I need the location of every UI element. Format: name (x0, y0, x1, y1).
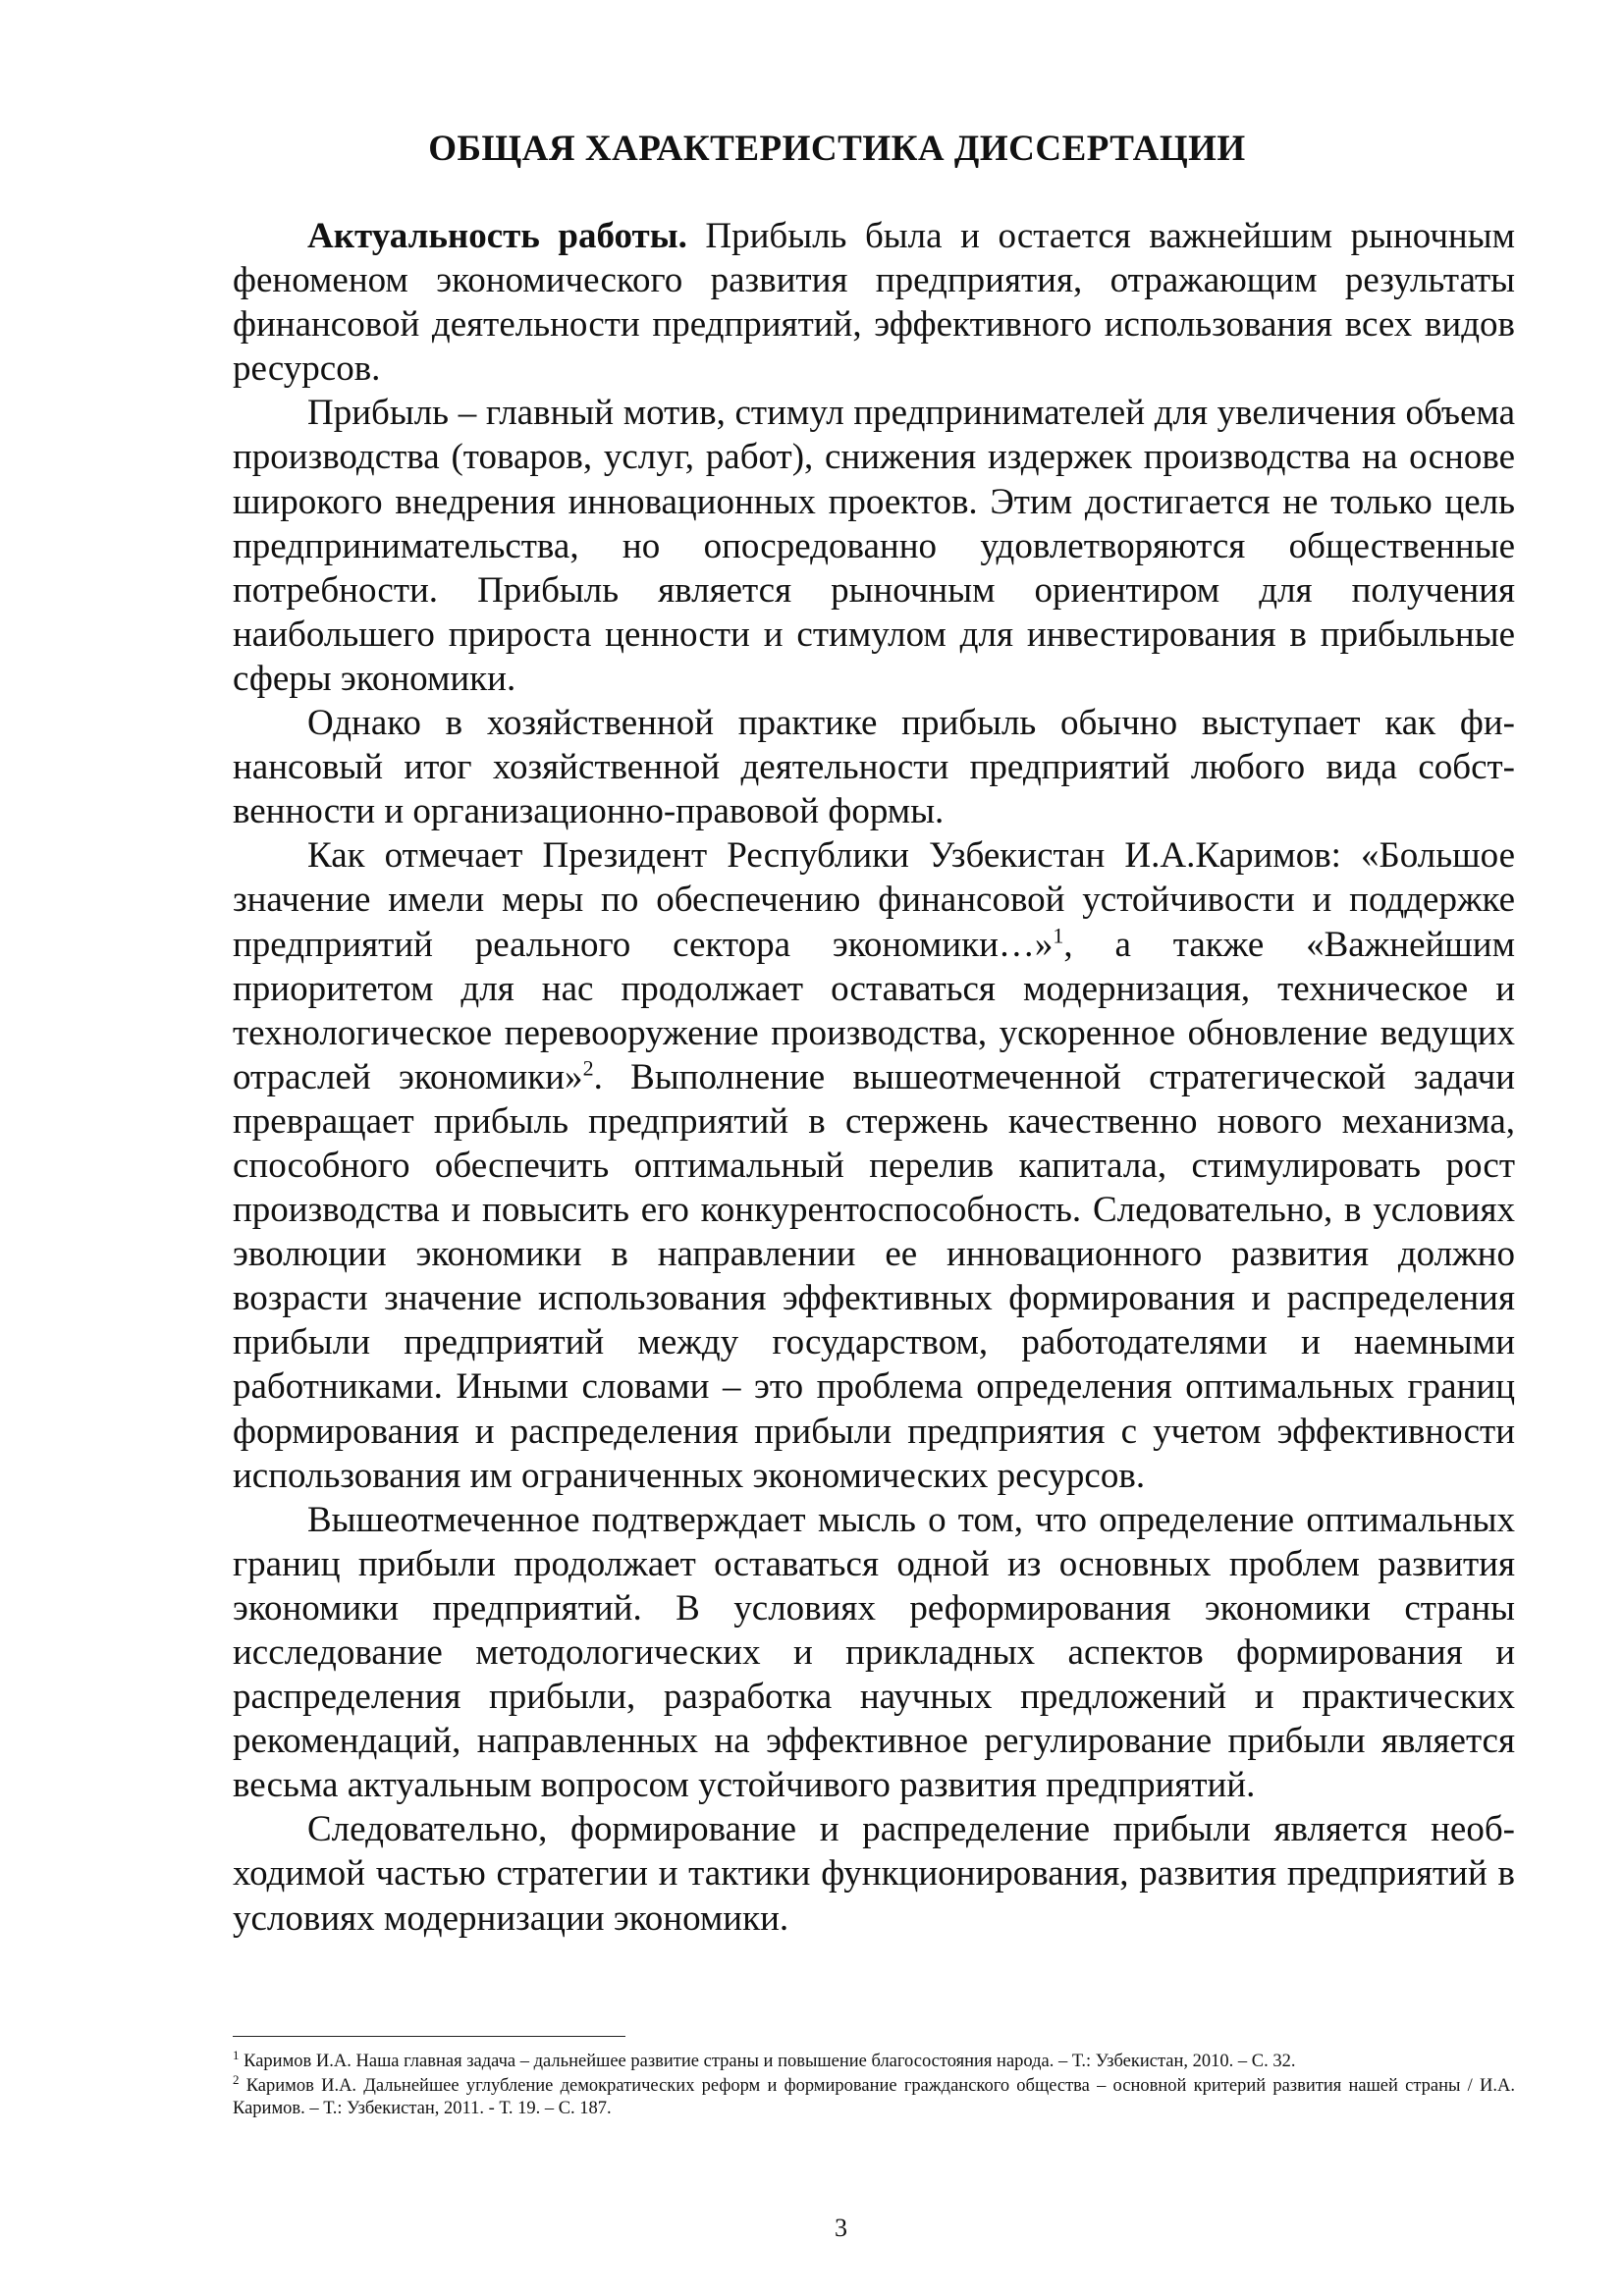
footnote-reference-2[interactable]: 2 (582, 1055, 594, 1081)
paragraph-text: Как отмечает Президент Республики Узбекистан И.А.Каримов: «Большое значение имели меры по обеспечению финансовой устойчивости и поддержке предприятий реального сектора экономики…» (233, 835, 1515, 965)
footnote-1 (233, 2047, 1515, 2073)
page-title: ОБЩАЯ ХАРАКТЕРИСТИКА ДИССЕРТАЦИИ (428, 129, 1246, 169)
page-number: 3 (835, 2214, 847, 2242)
paragraph-profit-motive: Прибыль – главный мотив, стимул предпринимателей для увеличения объема производства (товаров, услуг, работ), снижения издержек производства на основе широкого внедрения инновационных проектов. Этим достигается не только цель предпринимательства, но опосредованно удовлетворяются общественные потребности. Прибыль является рыночным ориентиром для получения наибольшего прироста ценности и стимулом для инвестирования в прибыльные сферы экономики. (233, 393, 1515, 699)
paragraph-relevance (233, 214, 1515, 391)
footnote-mark: 1 (233, 2047, 240, 2062)
paragraph-text: Прибыль была и остается важнейшим рыночным феноменом экономического развития предприятия, отражающим результаты финансовой деятельности предприятий, эффективного использования всех видов ресурсов. (233, 216, 1515, 390)
paragraph-text: . Выполнение вышеотмеченной стратегической задачи превращает прибыль предприятий в стержень качественно нового механизма, способного обеспечить оптимальный перелив капитала, стимулировать рост производства и повысить его конкурентоспособность. Следовательно, в условиях эволюции экономики в направлении ее инновационного развития должно возрасти значение использования эффективных формирования и распределения прибыли предприятий между государством, работодателями и наемными работниками. Иными словами – это проблема определения оптимальных границ формирования и распределения прибыли предприятия с учетом эффективности использования им ограниченных экономических ресурсов. (233, 1056, 1515, 1496)
footnote-2 (233, 2071, 1515, 2120)
body-text (233, 214, 1515, 1941)
footnotes (233, 2036, 1515, 2122)
footnote-mark: 2 (233, 2071, 240, 2087)
paragraph-lead-heading: Актуальность работы. (307, 216, 687, 256)
paragraph-text: , а также «Важнейшим приоритетом для нас продолжает оставаться модернизация, техническое и технологическое перевооружение производства, ускоренное обновление ведущих отраслей экономики» (233, 924, 1515, 1097)
footnote-text: Каримов И.А. Наша главная задача – дальнейшее развитие страны и повышение благосостояния народа. – Т.: Узбекистан, 2010. – С. 32. (239, 2052, 1296, 2071)
paragraph-economic-practice: Однако в хозяйственной практике прибыль обычно выступает как финансовый итог хозяйственной деятельности предприятий любого вида собственности и организационно-правовой формы. (233, 703, 1515, 832)
footnote-text: Каримов И.А. Дальнейшее углубление демократических реформ и формирование гражданского общества – основной критерий развития нашей страны / И.А. Каримов. – Т.: Узбекистан, 2011. - Т. 19. – С. 187. (233, 2076, 1515, 2118)
paragraph-optimal-boundaries: Вышеотмеченное подтверждает мысль о том, что определение оптимальных границ прибыли продолжает оставаться одной из основных проблем развития экономики предприятий. В условиях реформирования экономики страны исследование методологических и прикладных аспектов формирования и распределения прибыли, разработка научных предложений и практических рекомендаций, направленных на эффективное регулирование прибыли является весьма актуальным вопросом устойчивого развития предприятий. (233, 1499, 1515, 1806)
paragraph-president-quote (233, 833, 1515, 1497)
footnote-reference-1[interactable]: 1 (1053, 923, 1064, 948)
paragraph-conclusion: Следовательно, формирование и распределение прибыли является необходимой частью стратегии и тактики функционирования, развития предприятий в условиях модернизации экономики. (233, 1809, 1515, 1939)
footnote-divider (233, 2036, 625, 2037)
